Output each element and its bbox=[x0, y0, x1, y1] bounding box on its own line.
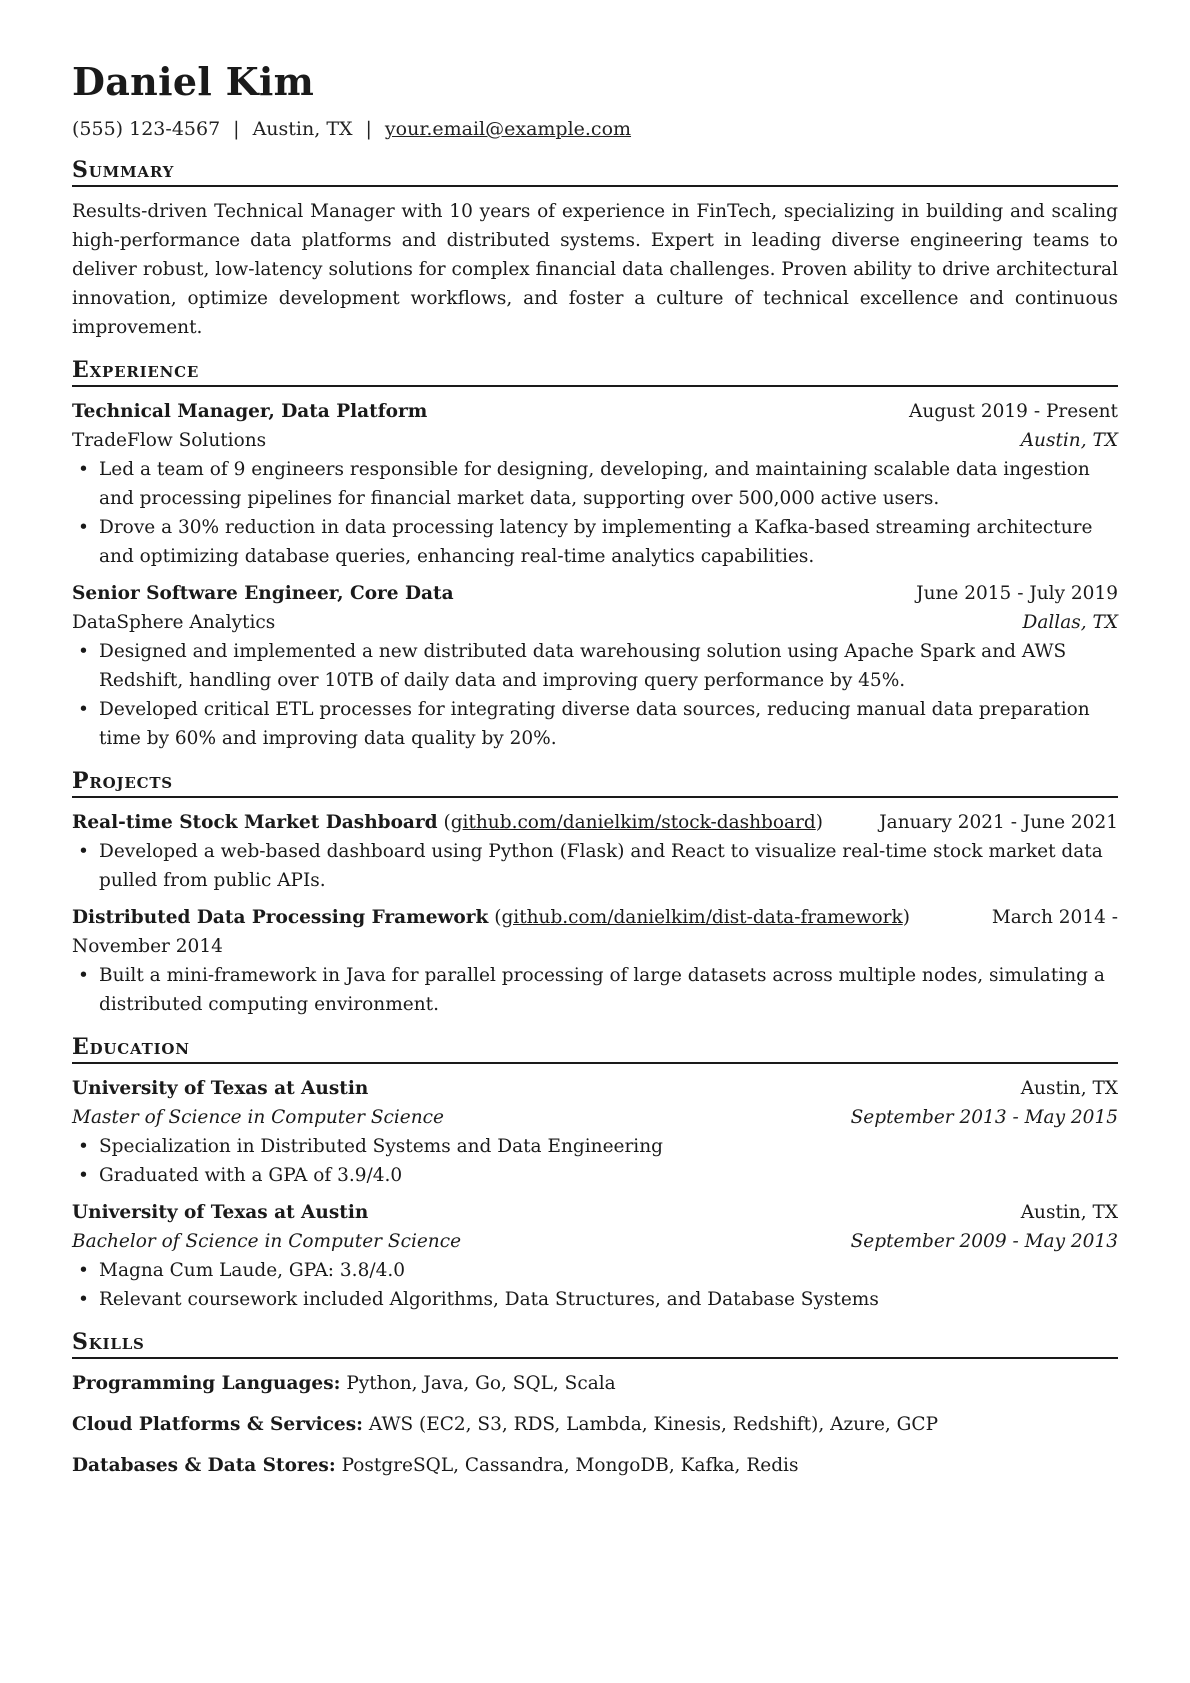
degree-name: Bachelor of Science in Computer Science bbox=[72, 1231, 462, 1252]
bullet-icon: • bbox=[78, 1260, 89, 1281]
bullet-item: • Built a mini-framework in Java for parallel processing of large datasets across multiple nodes, simulating a distributed computing environment. bbox=[72, 961, 1118, 1019]
experience-section bbox=[72, 356, 1118, 753]
bullet-item: • Magna Cum Laude, GPA: 3.8/4.0 bbox=[72, 1256, 1118, 1285]
project-entry: Real-time Stock Market Dashboard (github.com/danielkim/stock-dashboard) January 2021 - June 2021 • Developed a web-based dashboard using Python (Flask) and React to visualize real-time stock market data pulled from public APIs. bbox=[72, 808, 1118, 895]
school-location: Austin, TX bbox=[1020, 1202, 1118, 1223]
education-entry bbox=[72, 1074, 1118, 1190]
skill-value: PostgreSQL, Cassandra, MongoDB, Kafka, Redis bbox=[341, 1455, 799, 1476]
company-name: DataSphere Analytics bbox=[72, 612, 276, 633]
project-link[interactable]: github.com/danielkim/dist-data-framework bbox=[501, 907, 903, 928]
location: Austin, TX bbox=[252, 118, 353, 140]
summary-section bbox=[72, 156, 1118, 342]
degree-dates: September 2013 - May 2015 bbox=[850, 1107, 1118, 1128]
bullet-icon: • bbox=[78, 1289, 89, 1310]
skill-value: Python, Java, Go, SQL, Scala bbox=[346, 1373, 616, 1394]
skill-value: AWS (EC2, S3, RDS, Lambda, Kinesis, Redshift), Azure, GCP bbox=[368, 1414, 939, 1435]
skill-label: Databases & Data Stores: bbox=[72, 1455, 336, 1476]
project-name: Real-time Stock Market Dashboard bbox=[72, 812, 438, 833]
project-dates-end: November 2014 bbox=[72, 936, 223, 957]
bullet-item: • Drove a 30% reduction in data processing latency by implementing a Kafka-based streaming architecture and optimizing database queries, enhancing real-time analytics capabilities. bbox=[72, 513, 1118, 571]
experience-entry bbox=[72, 579, 1118, 753]
bullet-item: • Relevant coursework included Algorithms, Data Structures, and Database Systems bbox=[72, 1285, 1118, 1314]
project-entry: Distributed Data Processing Framework (github.com/danielkim/dist-data-framework) March 2014 - November 2014 • Built a mini-framework in Java for parallel processing of large datasets across multiple nodes, simulating a distributed computing environment. bbox=[72, 903, 1118, 1019]
bullet-icon: • bbox=[78, 459, 89, 480]
degree-dates: September 2009 - May 2013 bbox=[850, 1231, 1118, 1252]
bullet-icon: • bbox=[78, 641, 89, 662]
bullet-item: • Graduated with a GPA of 3.9/4.0 bbox=[72, 1161, 1118, 1190]
education-section bbox=[72, 1033, 1118, 1314]
job-location: Austin, TX bbox=[1020, 430, 1118, 451]
bullet-item: • Developed critical ETL processes for integrating diverse data sources, reducing manual data preparation time by 60% and improving data quality by 20%. bbox=[72, 695, 1118, 753]
email-link[interactable]: your.email@example.com bbox=[384, 118, 632, 140]
project-dates-start: March 2014 - bbox=[991, 907, 1118, 928]
section-title-summary: Summary bbox=[72, 156, 1118, 187]
skills-line bbox=[72, 1410, 1118, 1439]
summary-text: Results-driven Technical Manager with 10 years of experience in FinTech, specializing in building and scaling high-performance data platforms and distributed systems. Expert in leading diverse engineering teams to deliver robust, low-latency solutions for complex financial data challenges. Proven ability to drive architectural innovation, optimize development workflows, and foster a culture of technical excellence and continuous improvement. bbox=[72, 201, 1118, 338]
job-title: Senior Software Engineer, Core Data bbox=[72, 583, 454, 604]
project-link[interactable]: github.com/danielkim/stock-dashboard bbox=[450, 812, 816, 833]
degree-name: Master of Science in Computer Science bbox=[72, 1107, 444, 1128]
bullet-item: • Developed a web-based dashboard using Python (Flask) and React to visualize real-time stock market data pulled from public APIs. bbox=[72, 837, 1118, 895]
section-title-experience: Experience bbox=[72, 356, 1118, 387]
job-title: Technical Manager, Data Platform bbox=[72, 401, 428, 422]
school-name: University of Texas at Austin bbox=[72, 1078, 369, 1099]
bullet-item: • Specialization in Distributed Systems and Data Engineering bbox=[72, 1132, 1118, 1161]
education-entry bbox=[72, 1198, 1118, 1314]
bullet-icon: • bbox=[78, 517, 89, 538]
projects-section bbox=[72, 767, 1118, 1019]
contact-separator: | bbox=[365, 118, 372, 140]
bullet-item: • Designed and implemented a new distributed data warehousing solution using Apache Spark and AWS Redshift, handling over 10TB of daily data and improving query performance by 45%. bbox=[72, 637, 1118, 695]
phone-number: (555) 123-4567 bbox=[72, 118, 221, 140]
project-name: Distributed Data Processing Framework bbox=[72, 907, 489, 928]
skills-section bbox=[72, 1328, 1118, 1480]
job-dates: August 2019 - Present bbox=[909, 401, 1118, 422]
experience-entry bbox=[72, 397, 1118, 571]
school-location: Austin, TX bbox=[1020, 1078, 1118, 1099]
project-dates: January 2021 - June 2021 bbox=[879, 812, 1118, 833]
school-name: University of Texas at Austin bbox=[72, 1202, 369, 1223]
contact-line bbox=[72, 116, 1118, 142]
bullet-icon: • bbox=[78, 1136, 89, 1157]
section-title-projects: Projects bbox=[72, 767, 1118, 798]
job-dates: June 2015 - July 2019 bbox=[916, 583, 1118, 604]
bullet-icon: • bbox=[78, 699, 89, 720]
bullet-item: • Led a team of 9 engineers responsible for designing, developing, and maintaining scalable data ingestion and processing pipelines for financial market data, supporting over 500,000 active users. bbox=[72, 455, 1118, 513]
candidate-name: Daniel Kim bbox=[72, 59, 315, 104]
section-title-skills: Skills bbox=[72, 1328, 1118, 1359]
bullet-icon: • bbox=[78, 841, 89, 862]
contact-separator: | bbox=[233, 118, 240, 140]
bullet-icon: • bbox=[78, 965, 89, 986]
skill-label: Programming Languages: bbox=[72, 1373, 341, 1394]
company-name: TradeFlow Solutions bbox=[72, 430, 267, 451]
skills-line bbox=[72, 1451, 1118, 1480]
bullet-icon: • bbox=[78, 1165, 89, 1186]
skills-line bbox=[72, 1369, 1118, 1398]
section-title-education: Education bbox=[72, 1033, 1118, 1064]
skill-label: Cloud Platforms & Services: bbox=[72, 1414, 363, 1435]
job-location: Dallas, TX bbox=[1022, 612, 1118, 633]
